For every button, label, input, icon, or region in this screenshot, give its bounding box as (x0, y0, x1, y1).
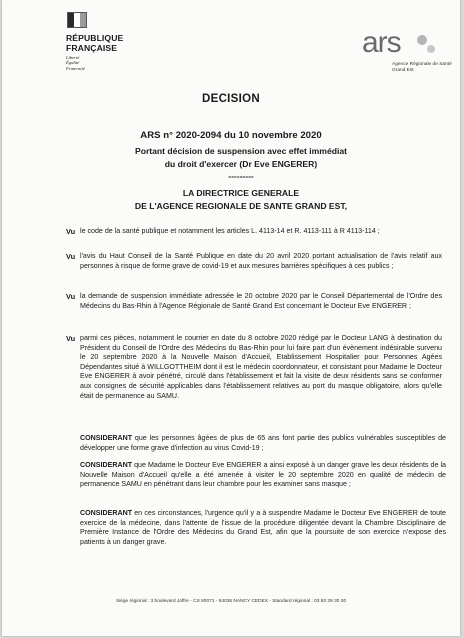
subtitle-line2: du droit d'exercer (Dr Eve ENGERER) (164, 158, 318, 169)
vu-label: Vu (66, 334, 76, 343)
vu-item (66, 292, 442, 311)
logo-title-line1: RÉPUBLIQUE (66, 33, 124, 43)
decision-number: ARS n° 2020-2094 du 10 novembre 2020 (140, 130, 322, 141)
logo-title-line2: FRANÇAISE (66, 42, 118, 53)
issuer-line1: LA DIRECTRICE GENERALE (182, 188, 300, 198)
vu-text: l'avis du Haut Conseil de la Santé Publique en date du 20 avril 2020 portant actualisation de l'avis relatif aux personnes à risque de forme grave de covid-19 et aux mesures barrières spécifiques à ces publics ; (80, 252, 442, 270)
republique-francaise-logo (66, 10, 146, 71)
motto-fraternite: Fraternité (66, 65, 85, 71)
considerant-item (80, 461, 446, 490)
subtitle-line1: Portant décision de suspension avec effet immédiat (134, 146, 348, 156)
separator: --------- (228, 171, 254, 181)
issuer-line2: DE L'AGENCE REGIONALE DE SANTE GRAND EST, (134, 200, 348, 211)
vu-text: parmi ces pièces, notamment le courrier en date du 8 octobre 2020 rédigé par le Docteur LANG à destination du Président du Conseil de l'Ordre des Médecins du Bas-Rhin pour lui faire part d'un évènement indésirable survenu le 20 septembre 2020 à la Nouvelle Maison d'Accueil, Etablissement Hospitalier pour Personnes Agées Dépendantes situé à WILLGOTTHEIM dont il est le médecin coordonnateur, et consistant pour Madame le Docteur Eve ENGERER à avoir pénétré, circulé dans l'établissement et fait la visite de deux résidents sans se conformer aux consignes de sécurité applicables dans l'établissement relatives au port du masque obligatoire, alors qu'elle était de permanence au SAMU. (80, 334, 442, 400)
considerant-label: CONSIDERANT (80, 434, 133, 442)
considerant-label: CONSIDERANT (80, 461, 133, 469)
motto-egalite: Égalité (66, 60, 80, 66)
vu-label: Vu (66, 227, 76, 236)
ars-subtitle-line1: Agence Régionale de Santé (392, 62, 452, 67)
considerant-text: en ces circonstances, l'urgence qu'il y a à suspendre Madame le Docteur Eve ENGERER de toute exercice de la médecine, dans l'attente de l'issue de la procédure diligentée devant la Chambre Disciplinaire de Première Instance de l'Ordre des Médecins du Grand Est, afin que la poursuite de son exercice n'expose des patients à un danger grave. (80, 509, 446, 546)
ars-subtitle (392, 62, 452, 73)
vu-label: Vu (66, 292, 76, 301)
considerant-text: que les personnes âgées de plus de 65 ans font partie des publics vulnérables susceptibles de développer une forme grave d'infection au virus Covid-19 ; (80, 434, 446, 452)
considerant-label: CONSIDERANT (80, 509, 133, 517)
page-title: DECISION (202, 93, 260, 105)
decision-subtitle (2, 145, 460, 170)
considerant-text: que Madame le Docteur Eve ENGERER a ainsi exposé à un danger grave les deux résidents de la Nouvelle Maison d'Accueil qu'elle a été amenée à visiter le 20 septembre 2020 en qualité de médecin de permanence SAMU en pénétrant dans leur chambre pour les examiner sans masque ; (80, 461, 447, 489)
ars-logo (362, 26, 452, 80)
considerant-item (80, 434, 446, 453)
logo-motto (66, 55, 146, 71)
vu-label: Vu (66, 252, 76, 261)
document-page (2, 0, 460, 636)
vu-item (66, 252, 442, 271)
vu-text: la demande de suspension immédiate adressée le 20 octobre 2020 par le Conseil Départemental de l'Ordre des Médecins du Bas-Rhin à l'Agence Régionale de Santé Grand Est concernant le Docteur Eve ENGERER ; (80, 292, 442, 310)
vu-item (66, 334, 442, 401)
vu-item (66, 227, 442, 237)
issuer-heading (2, 187, 460, 212)
ars-wordmark: ars (362, 26, 401, 59)
marianne-icon (67, 10, 89, 30)
logo-title (66, 34, 146, 53)
vu-text: le code de la santé publique et notamment les articles L. 4113-14 et R. 4113-111 à R 4113-114 ; (80, 227, 380, 235)
considerant-item (80, 509, 446, 547)
footer-address: Siège régional : 3 boulevard Joffre - CS 80071 - 54036 NANCY CEDEX - Standard régional : 03 83 39 30 30 (115, 599, 347, 604)
ars-subtitle-line2: Grand Est (392, 67, 414, 73)
motto-liberte: Liberté (66, 55, 80, 60)
